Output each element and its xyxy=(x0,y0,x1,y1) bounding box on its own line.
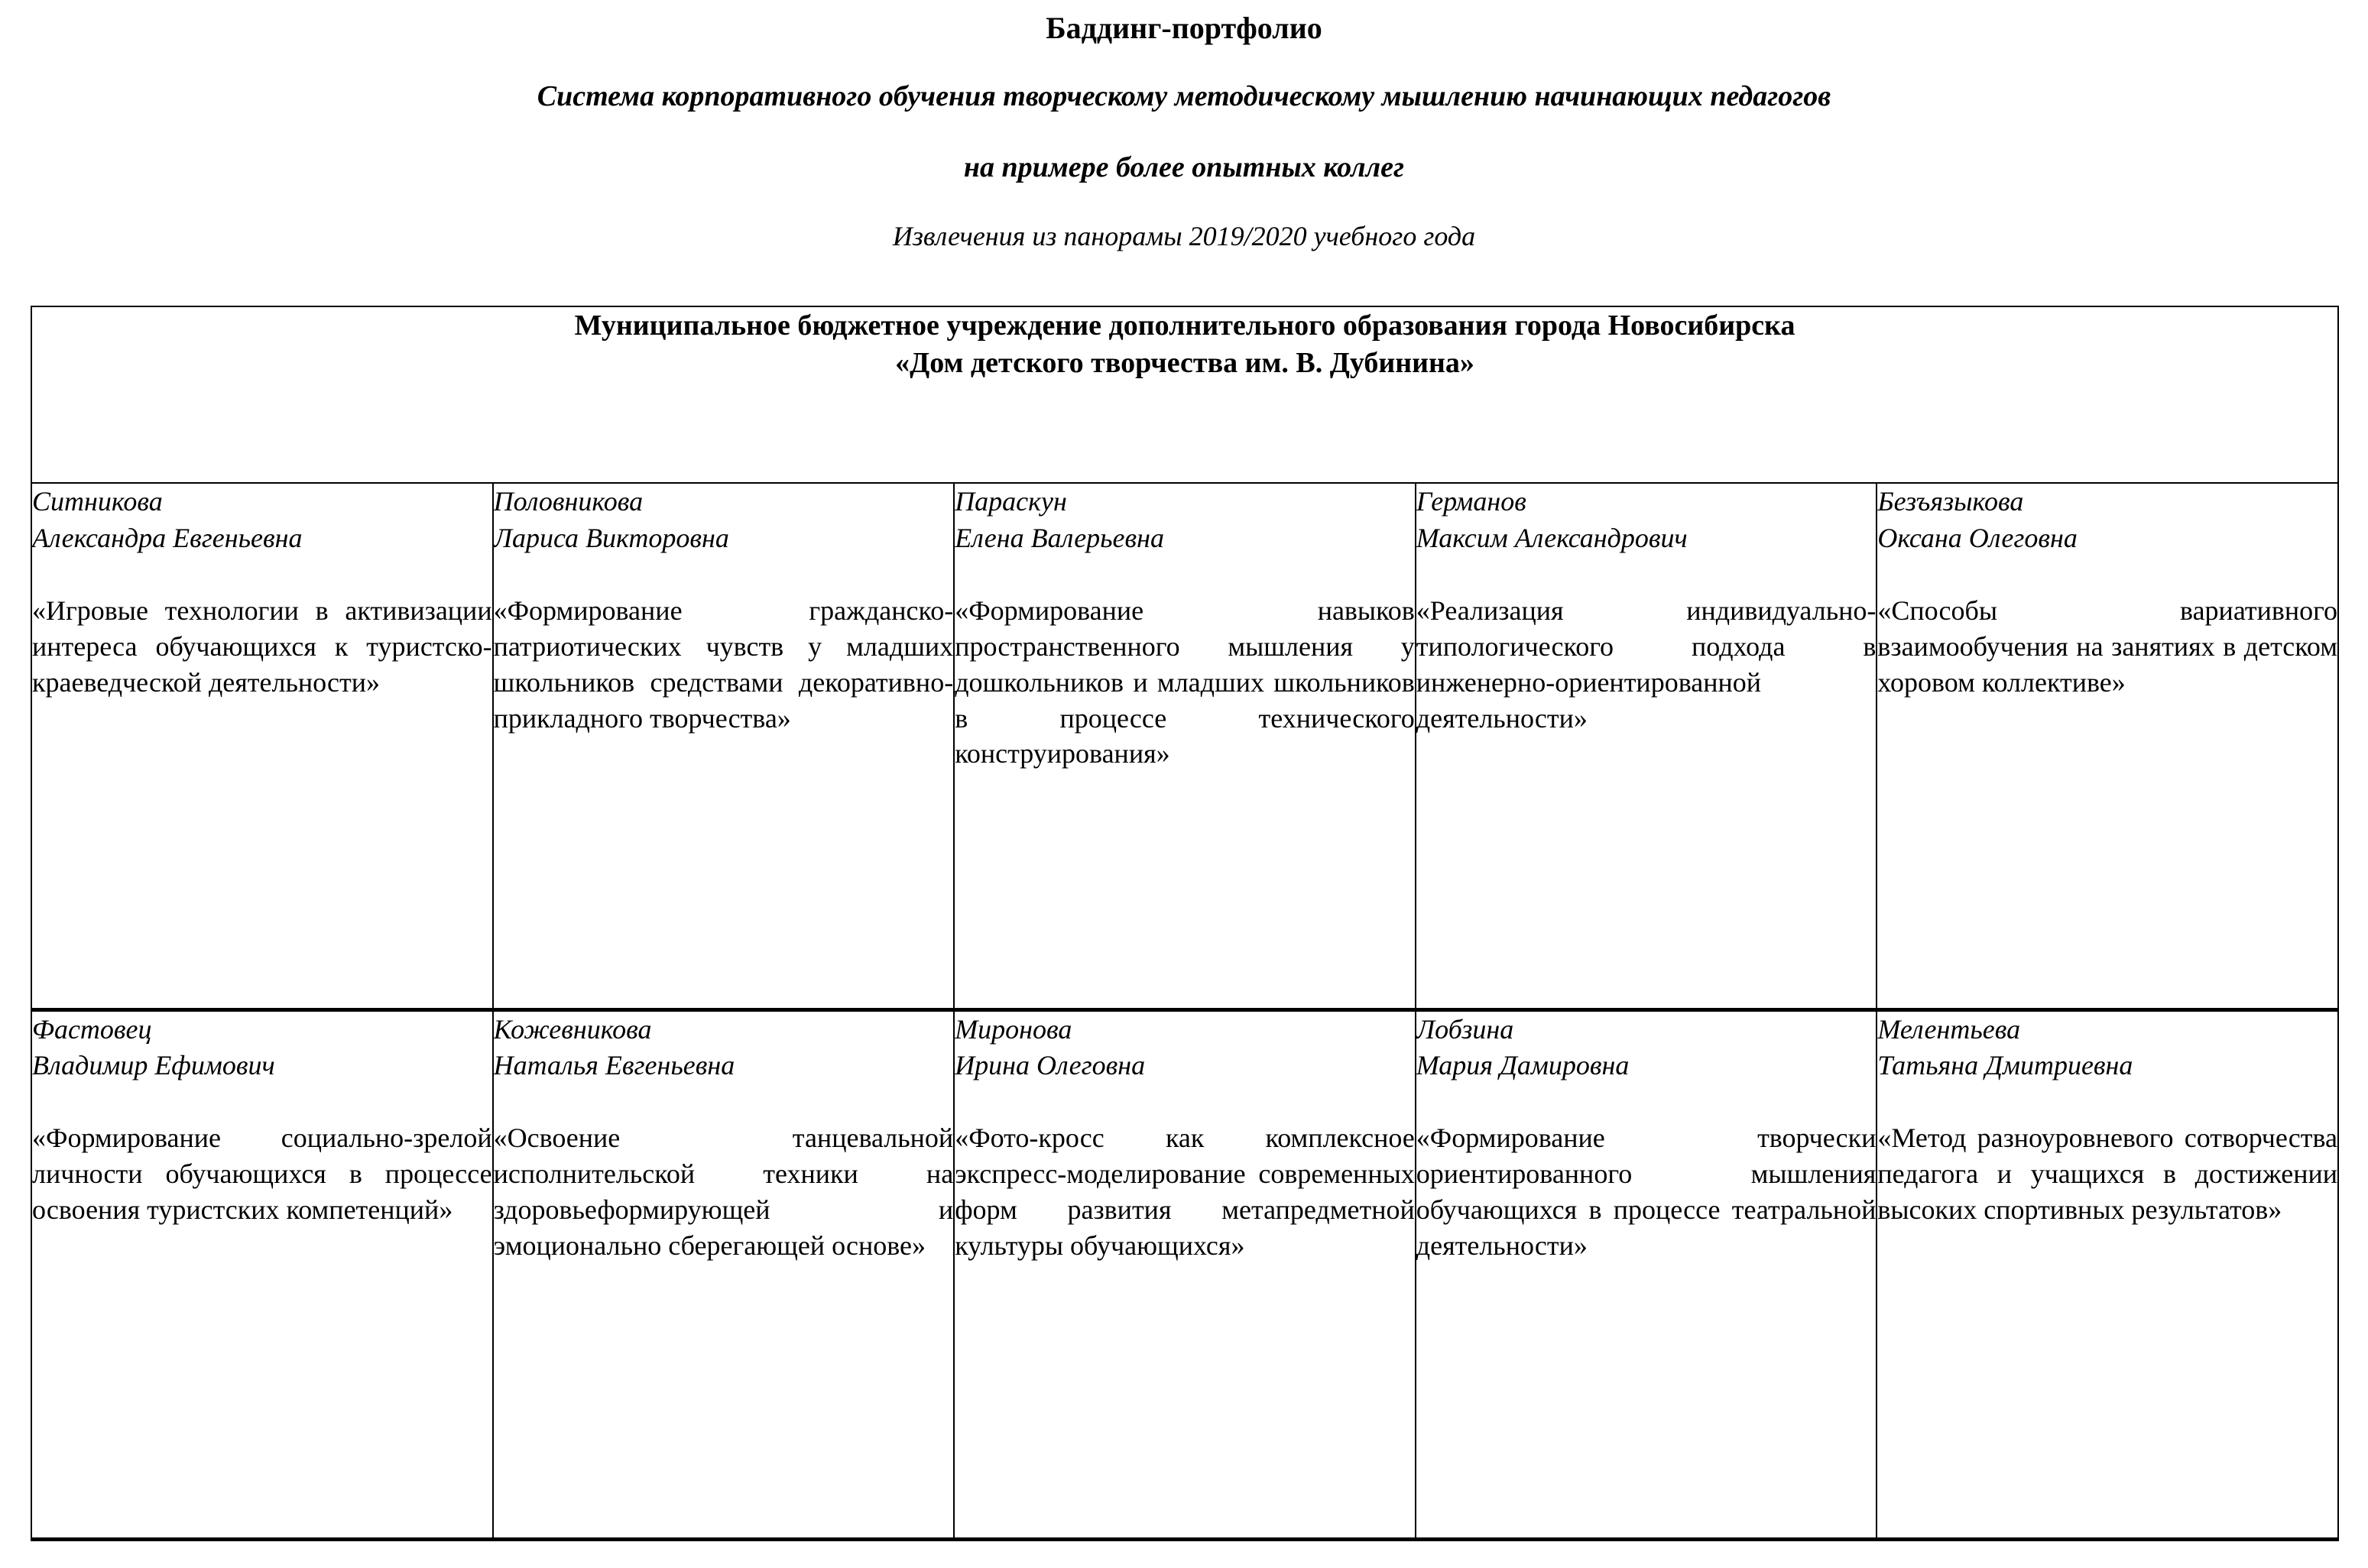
teacher-surname: Параскун xyxy=(955,486,1067,517)
teacher-given-name: Лариса Викторовна xyxy=(493,522,729,553)
teacher-cell-germanov xyxy=(1416,483,1877,1009)
teacher-topic: «Формирование гражданско-патриотических чувств у младших школьников средствами декоративно-прикладного творчества» xyxy=(493,594,954,734)
teacher-cell-bezyazykova xyxy=(1877,483,2338,1009)
teacher-given-name: Елена Валерьевна xyxy=(955,522,1165,553)
teacher-surname: Германов xyxy=(1416,486,1526,517)
organization-name-line-2: «Дом детского творчества им. В. Дубинина» xyxy=(895,346,1474,379)
teacher-topic: «Игровые технологии в активизации интереса обучающихся к туристско-краеведческой деятельности» xyxy=(32,594,492,698)
teacher-cell-polovnikova xyxy=(493,483,955,1009)
teacher-topic: «Метод разноуровневого сотворчества педагога и учащихся в достижении высоких спортивных результатов» xyxy=(1877,1123,2337,1226)
teacher-topic: «Способы вариативного взаимообучения на занятиях в детском хоровом коллективе» xyxy=(1877,594,2337,698)
teacher-surname: Половникова xyxy=(493,486,644,517)
table-row xyxy=(31,483,2338,1009)
teacher-surname: Ситникова xyxy=(32,486,163,517)
teacher-cell-sitnikova xyxy=(31,483,493,1009)
teacher-cell-kozhevnikova xyxy=(493,1009,955,1539)
teacher-surname: Кожевникова xyxy=(493,1013,652,1045)
teacher-topic: «Формирование творчески ориентированного мышления обучающихся в процессе театральной деятельности» xyxy=(1416,1123,1877,1261)
teacher-topic: «Формирование социально-зрелой личности обучающихся в процессе освоения туристских компетенций» xyxy=(32,1123,492,1226)
teacher-given-name: Ирина Олеговна xyxy=(955,1050,1146,1081)
organization-name-line-1: Муниципальное бюджетное учреждение дополнительного образования города Новосибирска xyxy=(574,309,1795,342)
page-title: Баддинг-портфолио xyxy=(1046,11,1322,45)
document-subtitle-line-1: Система корпоративного обучения творческому методическому мышлению начинающих педагогов xyxy=(537,80,1831,112)
teacher-surname: Мелентьева xyxy=(1877,1013,2021,1045)
teacher-given-name: Мария Дамировна xyxy=(1416,1050,1630,1081)
teacher-surname: Фастовец xyxy=(32,1013,152,1045)
document-subtitle-line-2: на примере более опытных коллег xyxy=(963,151,1405,183)
table-row xyxy=(31,1009,2338,1539)
teacher-topic: «Реализация индивидуально-типологического подхода в инженерно-ориентированной деятельности» xyxy=(1416,594,1877,734)
teacher-topic: «Формирование навыков пространственного мышления у дошкольников и младших школьников в процессе технического конструирования» xyxy=(955,594,1415,769)
portfolio-table xyxy=(31,306,2339,1541)
document-heading xyxy=(0,0,2368,252)
teacher-given-name: Оксана Олеговна xyxy=(1877,522,2078,553)
teacher-given-name: Максим Александрович xyxy=(1416,522,1688,553)
table-row-organization xyxy=(31,306,2338,483)
teacher-given-name: Владимир Ефимович xyxy=(32,1050,275,1081)
teacher-cell-melenteva xyxy=(1877,1009,2338,1539)
teacher-cell-fastovets xyxy=(31,1009,493,1539)
teacher-topic: «Фото-кросс как комплексное экспресс-моделирование современных форм развития метапредметной культуры обучающихся» xyxy=(955,1123,1415,1261)
teacher-cell-lobzina xyxy=(1416,1009,1877,1539)
organization-header-cell xyxy=(31,306,2338,483)
teacher-surname: Лобзина xyxy=(1416,1013,1514,1045)
teacher-cell-paraskun xyxy=(954,483,1416,1009)
teacher-surname: Миронова xyxy=(955,1013,1072,1045)
teacher-topic: «Освоение танцевальной исполнительской техники на здоровьеформирующей и эмоционально сберегающей основе» xyxy=(493,1123,954,1261)
teacher-surname: Безъязыкова xyxy=(1877,486,2024,517)
teacher-given-name: Наталья Евгеньевна xyxy=(493,1050,735,1081)
teacher-given-name: Александра Евгеньевна xyxy=(32,522,303,553)
document-source-note: Извлечения из панорамы 2019/2020 учебного года xyxy=(892,220,1476,251)
teacher-given-name: Татьяна Дмитриевна xyxy=(1877,1050,2133,1081)
teacher-cell-mironova xyxy=(954,1009,1416,1539)
